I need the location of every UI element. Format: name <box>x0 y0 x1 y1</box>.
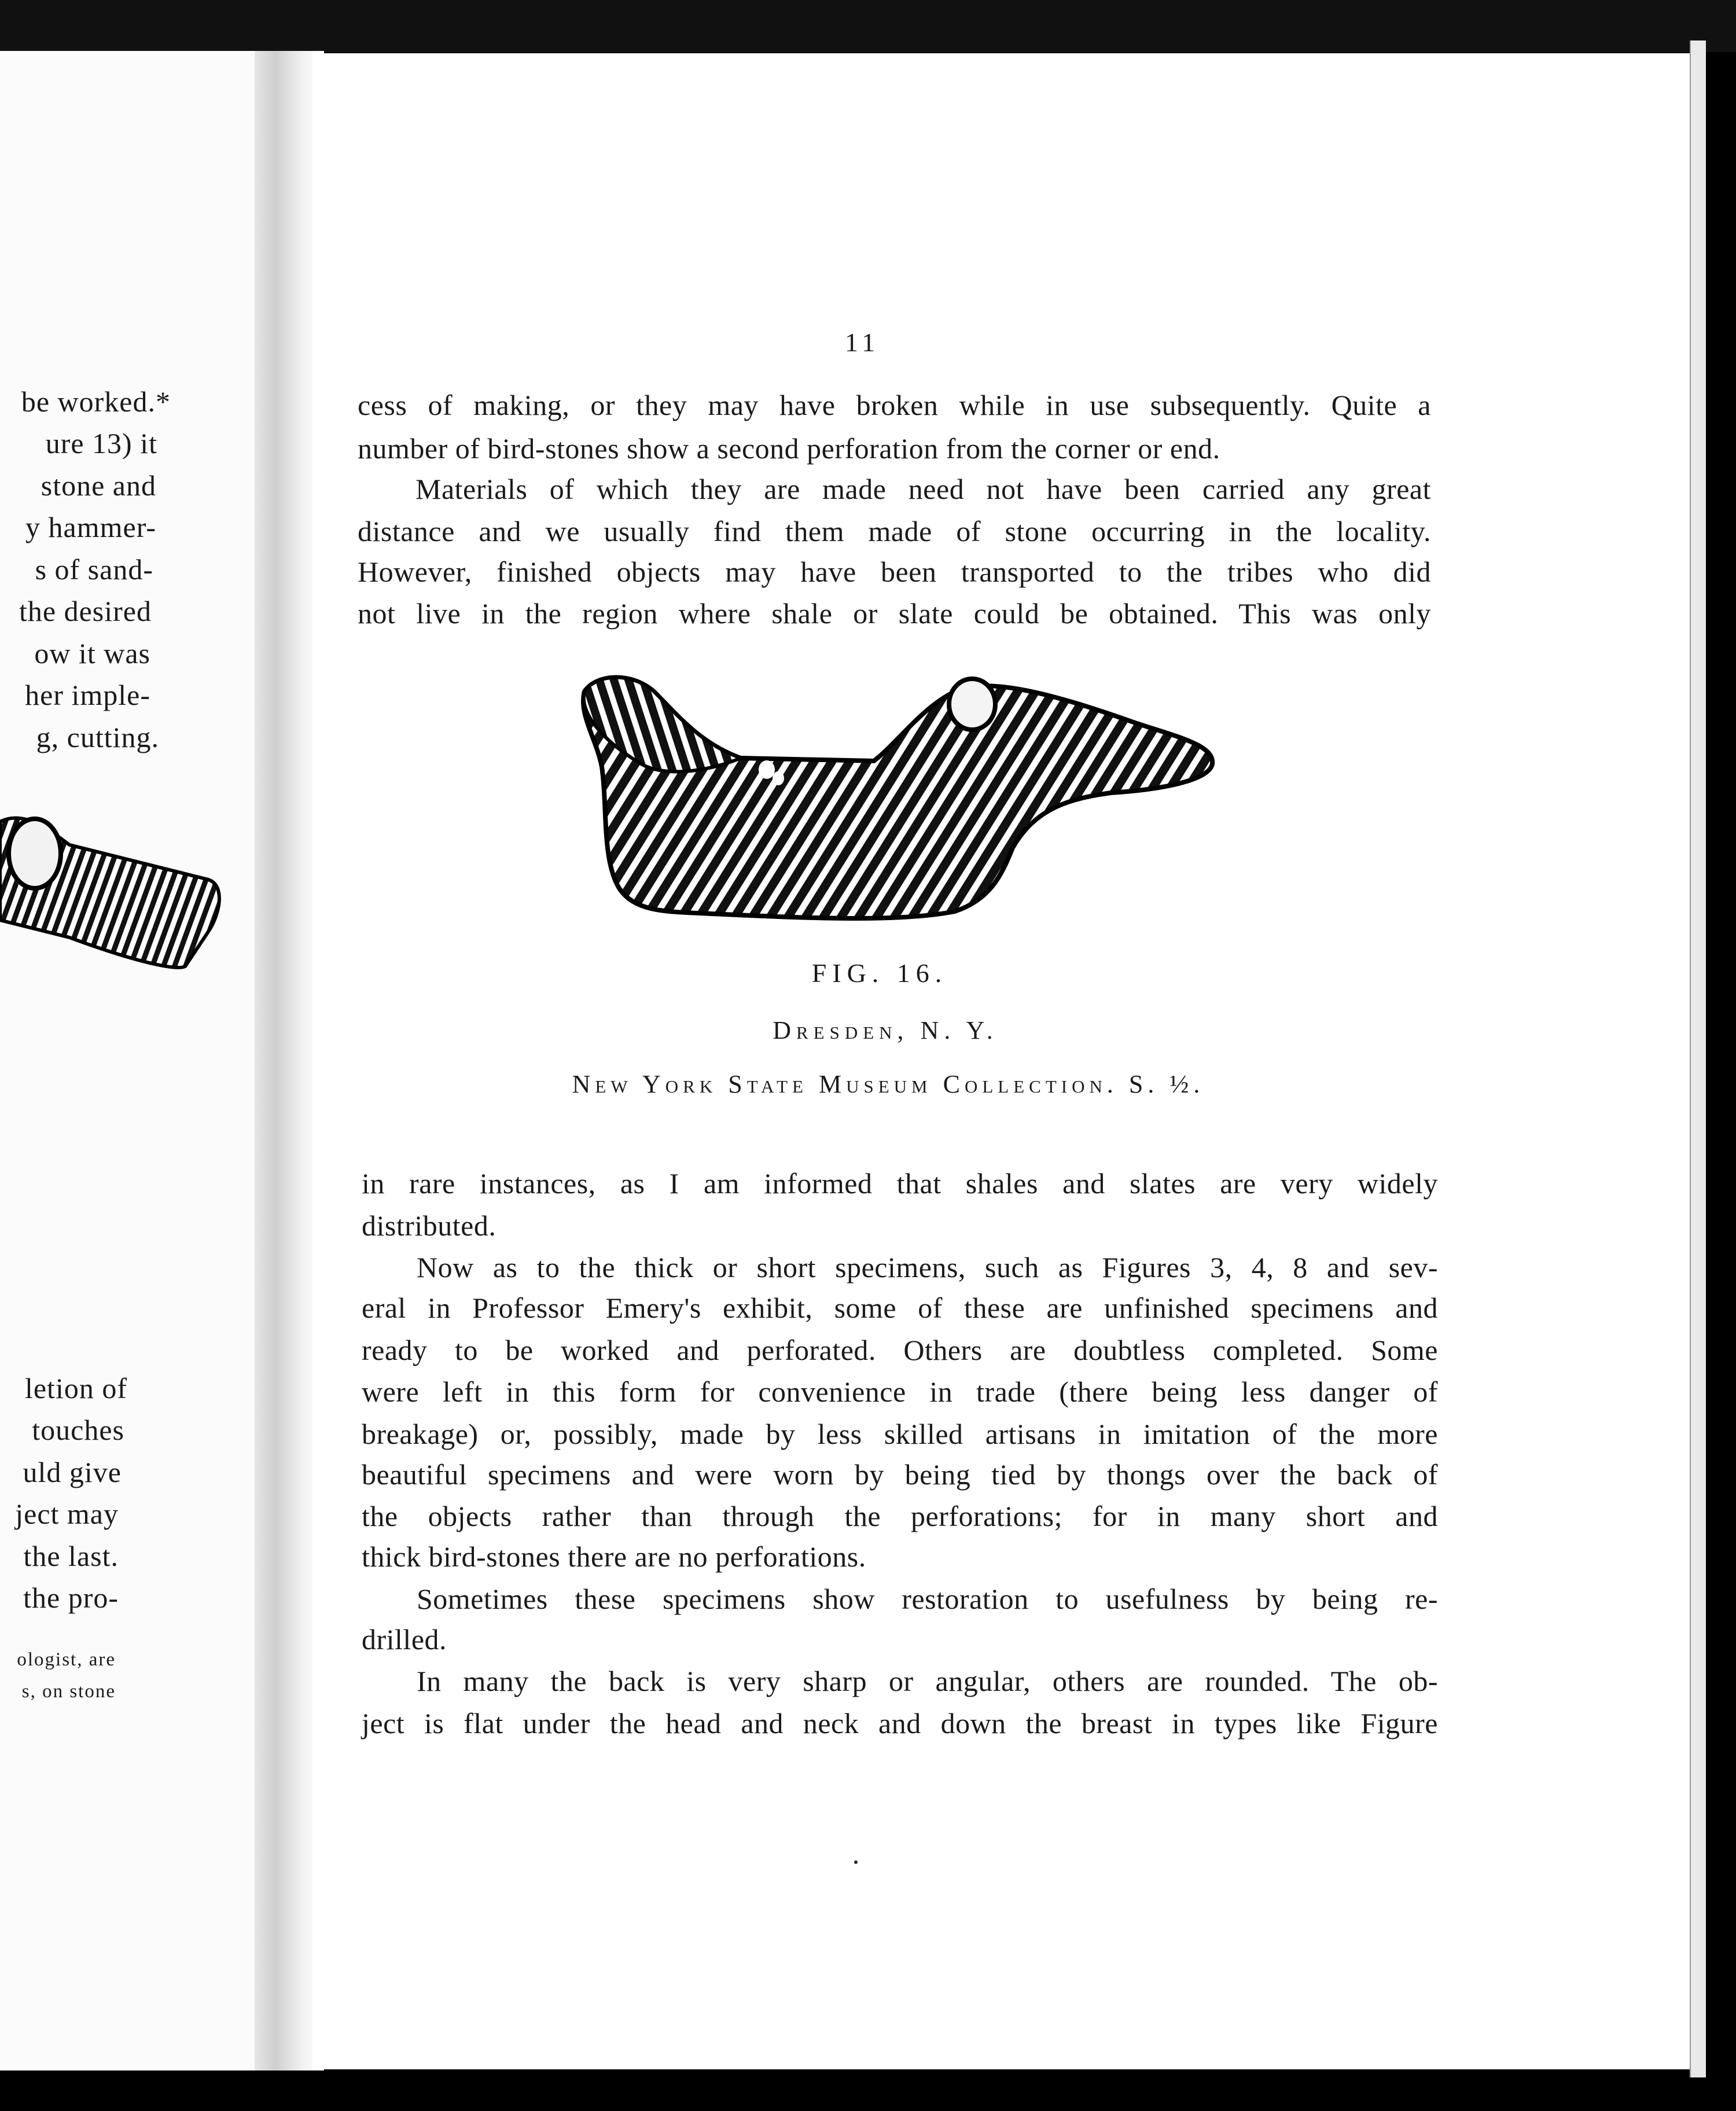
text-line: distance and we usually find them made of stone occurring in the locality. <box>358 515 1431 547</box>
text-line: eral in Professor Emery's exhibit, some of these are unfinished specimens and <box>362 1292 1438 1324</box>
left-line: s of sand- <box>35 553 153 586</box>
left-line: stone and <box>41 469 156 502</box>
left-line: the pro- <box>23 1582 119 1614</box>
page-edge <box>1690 41 1706 2077</box>
page <box>312 53 1693 2069</box>
left-line: her imple- <box>25 679 150 711</box>
stray-mark <box>854 1860 858 1864</box>
figure-collection: New York State Museum Collection. S. ½. <box>572 1070 1205 1098</box>
text-line: However, finished objects may have been transported to the tribes who did <box>358 556 1431 588</box>
text-line: thick bird-stones there are no perforations. <box>362 1540 866 1573</box>
text-line: ject is flat under the head and neck and down the breast in types like Figure <box>362 1707 1438 1739</box>
bird-stone-illustration <box>573 657 1221 940</box>
left-line: ure 13) it <box>45 427 157 459</box>
left-line: letion of <box>24 1372 127 1404</box>
text-line: the objects rather than through the perforations; for in many short and <box>362 1500 1438 1532</box>
left-partial-illustration <box>0 799 231 984</box>
text-line: cess of making, or they may have broken while in use subsequently. Quite a <box>358 389 1431 421</box>
text-line: ready to be worked and perforated. Others are doubtless completed. Some <box>362 1334 1438 1366</box>
text-line: Sometimes these specimens show restoration to usefulness by being re- <box>417 1583 1438 1615</box>
text-line: In many the back is very sharp or angular, others are rounded. The ob- <box>417 1665 1438 1697</box>
page-number: 11 <box>845 328 880 357</box>
left-line: ow it was <box>34 637 150 670</box>
left-footnote: ologist, are <box>17 1649 116 1670</box>
left-footnote: s, on stone <box>21 1681 116 1702</box>
text-line: number of bird-stones show a second perforation from the corner or end. <box>358 432 1220 465</box>
text-line: Now as to the thick or short specimens, such as Figures 3, 4, 8 and sev- <box>417 1251 1438 1283</box>
figure-label: FIG. 16. <box>811 958 948 988</box>
text-line: were left in this form for convenience in trade (there being less danger of <box>362 1376 1438 1408</box>
text-line: in rare instances, as I am informed that shales and slates are very widely <box>362 1167 1438 1200</box>
text-line: breakage) or, possibly, made by less skilled artisans in imitation of the more <box>362 1418 1438 1450</box>
text-line: not live in the region where shale or slate could be obtained. This was only <box>358 597 1431 630</box>
scan-frame-top <box>0 0 1736 52</box>
left-line: g, cutting. <box>36 721 159 753</box>
text-line: distributed. <box>362 1209 496 1242</box>
left-line: uld give <box>23 1456 122 1488</box>
left-line: the desired <box>19 595 152 627</box>
left-line: be worked.* <box>21 385 171 418</box>
text-line: Materials of which they are made need not have been carried any great <box>415 473 1431 505</box>
left-line: the last. <box>23 1540 119 1572</box>
scan-frame-bottom <box>0 2089 1736 2111</box>
left-facing-page <box>0 51 278 2070</box>
left-line: ject may <box>15 1498 119 1530</box>
text-line: beautiful specimens and were worn by being tied by thongs over the back of <box>362 1458 1438 1491</box>
text-line: drilled. <box>362 1623 447 1656</box>
figure-place: Dresden, N. Y. <box>773 1016 998 1045</box>
left-line: y hammer- <box>25 511 156 543</box>
left-line: touches <box>32 1414 124 1446</box>
